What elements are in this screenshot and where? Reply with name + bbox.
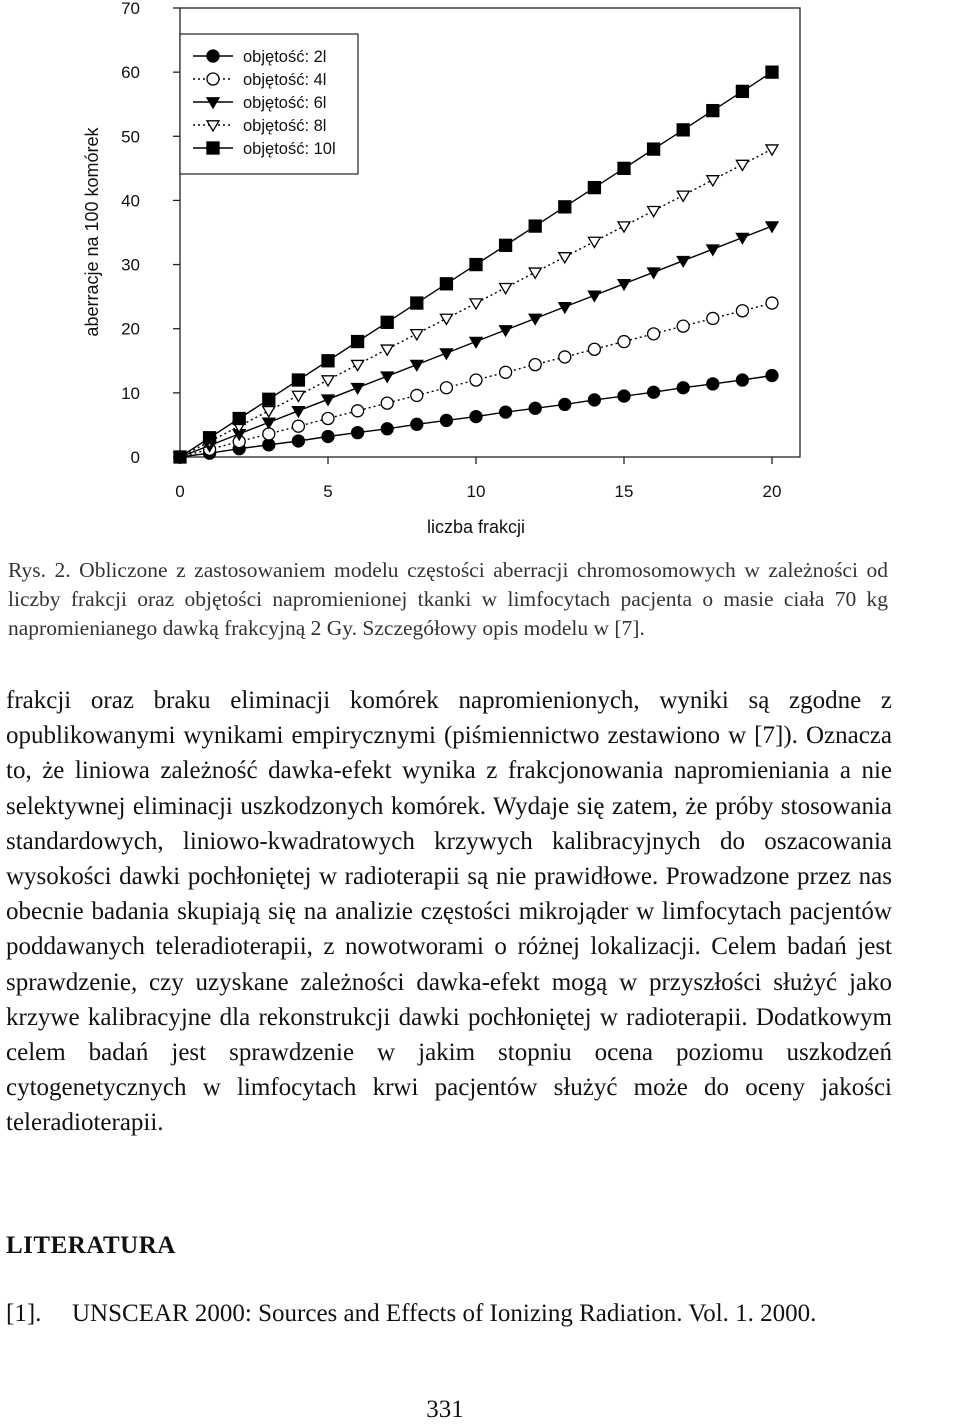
- x-tick-label: 0: [175, 482, 185, 501]
- data-point: [618, 162, 630, 174]
- chart-legend: [180, 34, 358, 174]
- data-point: [470, 374, 482, 386]
- data-point: [500, 366, 512, 378]
- legend-marker: [207, 50, 219, 62]
- data-point: [648, 268, 660, 278]
- data-point: [736, 305, 748, 317]
- data-point: [381, 316, 393, 328]
- x-tick-label: 10: [466, 482, 486, 501]
- data-point: [766, 297, 778, 309]
- y-tick-label: 0: [130, 448, 140, 467]
- legend-label: objętość: 2l: [243, 48, 327, 66]
- data-point: [322, 395, 334, 405]
- data-point: [292, 374, 304, 386]
- data-point: [263, 407, 275, 417]
- legend-label: objętość: 4l: [243, 71, 327, 89]
- data-point: [440, 314, 452, 324]
- data-point: [736, 374, 748, 386]
- data-point: [707, 245, 719, 255]
- data-point: [411, 330, 423, 340]
- data-point: [648, 143, 660, 155]
- data-point: [588, 237, 600, 247]
- data-point: [440, 278, 452, 290]
- aberrations-chart: [0, 0, 960, 545]
- data-point: [588, 343, 600, 355]
- data-point: [322, 413, 334, 425]
- data-point: [559, 351, 571, 363]
- data-point: [677, 124, 689, 136]
- data-point: [411, 389, 423, 401]
- data-point: [500, 239, 512, 251]
- data-point: [263, 428, 275, 440]
- data-point: [263, 418, 275, 428]
- data-point: [322, 376, 334, 386]
- data-point: [204, 432, 216, 444]
- data-point: [440, 382, 452, 394]
- legend-label: objętość: 6l: [243, 94, 327, 112]
- x-tick-label: 20: [762, 482, 782, 501]
- data-point: [618, 336, 630, 348]
- data-point: [707, 105, 719, 117]
- y-tick-label: 50: [121, 127, 140, 147]
- data-point: [470, 411, 482, 423]
- data-point: [736, 85, 748, 97]
- x-axis-label: liczba frakcji: [426, 517, 526, 537]
- legend-marker: [207, 142, 219, 154]
- data-point: [292, 435, 304, 447]
- legend-marker: [207, 73, 219, 85]
- data-point: [707, 176, 719, 186]
- data-point: [677, 191, 689, 201]
- data-point: [588, 291, 600, 301]
- data-point: [529, 220, 541, 232]
- data-point: [618, 222, 630, 232]
- y-tick-label: 30: [121, 255, 140, 275]
- data-point: [352, 405, 364, 417]
- data-point: [707, 378, 719, 390]
- data-point: [411, 297, 423, 309]
- data-point: [736, 160, 748, 170]
- data-point: [381, 423, 393, 435]
- y-tick-label: 10: [121, 383, 140, 403]
- data-point: [174, 451, 186, 463]
- data-point: [381, 345, 393, 355]
- data-point: [470, 259, 482, 271]
- data-point: [588, 394, 600, 406]
- data-point: [618, 390, 630, 402]
- data-point: [411, 418, 423, 430]
- data-point: [352, 427, 364, 439]
- figure-caption: Rys. 2. Obliczone z zastosowaniem modelu częstości aberracji chromosomowych w zależności od liczby frakcji oraz objętości napromienionej tkanki w limfocytach pacjenta o masie ciała 70 kg napromienianego dawką frakcyjną 2 Gy. Szczegółowy opis modelu w [7].: [8, 558, 888, 640]
- data-point: [352, 360, 364, 370]
- y-tick-label: 40: [121, 191, 140, 211]
- body-paragraph: frakcji oraz braku eliminacji komórek napromienionych, wyniki są zgodne z opublikowanymi wynikami empirycznymi (piśmiennictwo zestawiono w [7]). Oznacza to, że liniowa zależność dawka-efekt wynika z frakcjonowania napromieniania a nie selektywnej eliminacji uszkodzonych komórek. Wydaje się zatem, że próby stosowania standardowych, liniowo-kwadratowych krzywych kalibracyjnych do oszacowania wysokości dawki pochłoniętej w radioterapii są nie prawidłowe. Prowadzone przez nas obecnie badania skupiają się na analizie częstości mikrojąder w limfocytach pacjentów poddawanych teleradioterapii, z nowotworami o różnej lokalizacji. Celem badań jest sprawdzenie, czy uzyskane zależności dawka-efekt mogą w przyszłości służyć jako krzywe kalibracyjne dla rekonstrukcji dawki pochłoniętej w radioterapii. Dodatkowym celem badań jest sprawdzenie w jakim stopniu ocena poziomu uszkodzeń cytogenetycznych w limfocytach krwi pacjentów służyć może do oceny jakości teleradioterapii.: [6, 687, 892, 1137]
- legend-label: objętość: 8l: [243, 117, 327, 135]
- series-2: [174, 297, 778, 463]
- data-point: [677, 320, 689, 332]
- data-point: [381, 372, 393, 382]
- data-point: [707, 312, 719, 324]
- data-point: [559, 253, 571, 263]
- section-heading-literatura: LITERATURA: [6, 1232, 176, 1259]
- data-point: [470, 299, 482, 309]
- x-tick-label: 15: [614, 482, 634, 501]
- data-point: [322, 430, 334, 442]
- data-point: [292, 420, 304, 432]
- legend-label: objętość: 10l: [243, 140, 336, 158]
- data-point: [529, 268, 541, 278]
- data-point: [588, 182, 600, 194]
- data-point: [529, 359, 541, 371]
- data-point: [648, 206, 660, 216]
- page-number: 331: [426, 1396, 464, 1423]
- data-point: [766, 370, 778, 382]
- data-point: [529, 402, 541, 414]
- data-point: [559, 398, 571, 410]
- data-point: [529, 314, 541, 324]
- data-point: [559, 201, 571, 213]
- data-point: [500, 406, 512, 418]
- data-point: [352, 336, 364, 348]
- y-tick-label: 70: [121, 0, 140, 18]
- y-tick-label: 20: [121, 319, 140, 339]
- data-point: [381, 397, 393, 409]
- x-tick-label: 5: [323, 482, 333, 501]
- data-point: [648, 328, 660, 340]
- y-axis-label: aberracje na 100 komórek: [82, 127, 102, 337]
- reference-number: [1].: [6, 1300, 42, 1327]
- y-tick-label: 60: [121, 63, 140, 83]
- data-point: [233, 413, 245, 425]
- data-point: [263, 439, 275, 451]
- data-point: [292, 391, 304, 401]
- data-point: [440, 414, 452, 426]
- data-point: [648, 386, 660, 398]
- data-point: [322, 355, 334, 367]
- data-point: [677, 382, 689, 394]
- data-point: [766, 145, 778, 155]
- data-point: [500, 283, 512, 293]
- data-point: [766, 66, 778, 78]
- data-point: [263, 393, 275, 405]
- reference-text: UNSCEAR 2000: Sources and Effects of Ionizing Radiation. Vol. 1. 2000.: [72, 1300, 817, 1327]
